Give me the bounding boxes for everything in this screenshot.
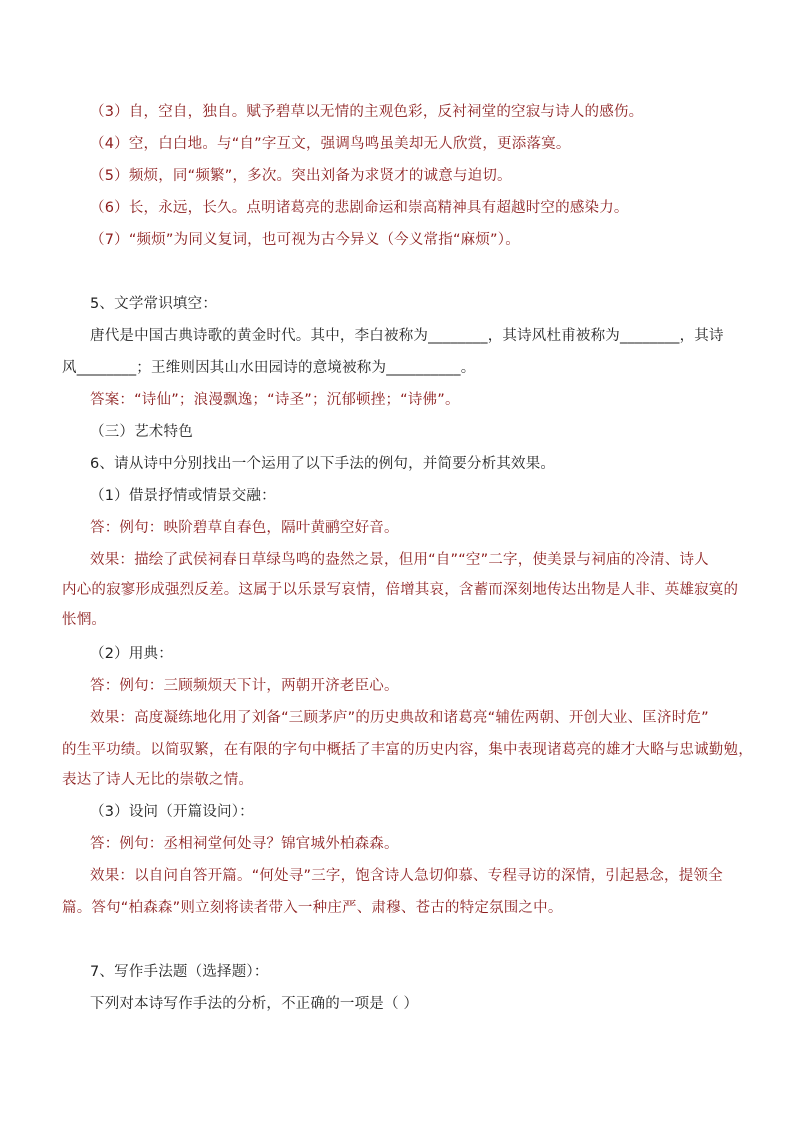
question-6-part-3-effect-2: 篇。答句“柏森森”则立刻将读者带入一种庄严、肃穆、苍古的特定氛围之中。 bbox=[62, 900, 563, 916]
question-6-part-2-effect-1: 效果：高度凝练地化用了刘备“三顾茅庐”的历史典故和诸葛亮“辅佐两朝、开创大业、匡济时危” bbox=[90, 710, 709, 726]
question-6-part-3-answer: 答：例句：丞相祠堂何处寻？锦官城外柏森森。 bbox=[90, 836, 399, 852]
question-6-part-2-answer: 答：例句：三顾频烦天下计，两朝开济老臣心。 bbox=[90, 678, 399, 694]
question-5-line-2: 风________；王维则因其山水田园诗的意境被称为__________。 bbox=[62, 360, 476, 376]
note-4: （4）空，白白地。与“自”字互文，强调鸟鸣虽美却无人欣赏，更添落寞。 bbox=[90, 136, 571, 152]
question-6-part-3-effect-1: 效果：以自问自答开篇。“何处寻”三字，饱含诗人急切仰慕、专程寻访的深情，引起悬念，提领全 bbox=[90, 868, 723, 884]
question-6-part-1-effect-1: 效果：描绘了武侯祠春日草绿鸟鸣的盎然之景，但用“自”“空”二字，使美景与祠庙的冷清、诗人 bbox=[90, 552, 709, 568]
section-heading-art: （三）艺术特色 bbox=[90, 424, 193, 440]
question-5-line-1: 唐代是中国古典诗歌的黄金时代。其中，李白被称为________，其诗风杜甫被称为________，其诗 bbox=[90, 328, 724, 344]
question-6-part-2-effect-2: 的生平功绩。以简驭繁，在有限的字句中概括了丰富的历史内容，集中表现诸葛亮的雄才大略与忠诚勤勉， bbox=[62, 742, 753, 758]
note-6: （6）长，永远，长久。点明诸葛亮的悲剧命运和崇高精神具有超越时空的感染力。 bbox=[90, 200, 629, 216]
question-6-part-2-effect-3: 表达了诗人无比的崇敬之情。 bbox=[62, 772, 254, 788]
note-3: （3）自，空自，独自。赋予碧草以无情的主观色彩，反衬祠堂的空寂与诗人的感伤。 bbox=[90, 104, 644, 120]
question-7-heading: 7、写作手法题（选择题）： bbox=[90, 964, 269, 980]
question-6-part-1-effect-2: 内心的寂寥形成强烈反差。这属于以乐景写哀情，倍增其哀，含蓄而深刻地传达出物是人非、英雄寂寞的 bbox=[62, 582, 739, 598]
question-5-heading: 5、文学常识填空： bbox=[90, 296, 218, 312]
question-6-part-1-effect-3: 怅惘。 bbox=[62, 612, 107, 628]
question-6-part-2-label: （2）用典： bbox=[90, 646, 173, 662]
note-5: （5）频烦，同“频繁”，多次。突出刘备为求贤才的诚意与迫切。 bbox=[90, 168, 512, 184]
question-7-stem: 下列对本诗写作手法的分析，不正确的一项是（ ） bbox=[90, 996, 419, 1012]
note-7: （7）“频烦”为同义复词，也可视为古今异义（今义常指“麻烦”）。 bbox=[90, 232, 520, 248]
question-6-part-1-answer: 答：例句：映阶碧草自春色，隔叶黄鹂空好音。 bbox=[90, 520, 399, 536]
question-5-answer: 答案：“诗仙”；浪漫飘逸；“诗圣”；沉郁顿挫；“诗佛”。 bbox=[90, 392, 460, 408]
question-6-part-3-label: （3）设问（开篇设问）： bbox=[90, 804, 254, 820]
question-6-part-1-label: （1）借景抒情或情景交融： bbox=[90, 488, 276, 504]
question-6-heading: 6、请从诗中分别找出一个运用了以下手法的例句，并简要分析其效果。 bbox=[90, 456, 556, 472]
